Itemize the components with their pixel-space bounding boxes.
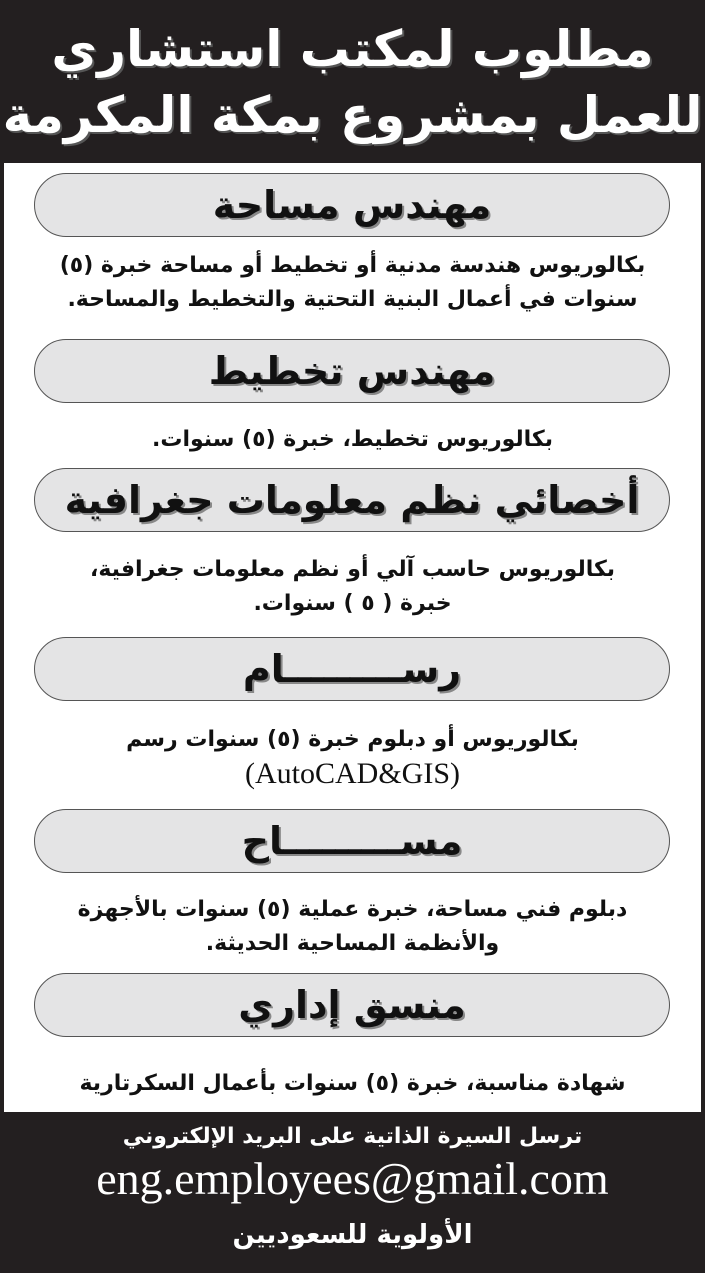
send-cv-instruction: ترسل السيرة الذاتية على البريد الإلكتروني xyxy=(122,1124,583,1149)
position-title-gis-specialist: أخصائي نظم معلومات جغرافية xyxy=(34,468,670,532)
position-desc-admin-coordinator: شهادة مناسبة، خبرة (٥) سنوات بأعمال السكرتارية xyxy=(79,1071,626,1096)
position-title-admin-coordinator: منسق إداري xyxy=(34,973,670,1037)
position-desc-surveying-engineer: بكالوريوس هندسة مدنية أو تخطيط أو مساحة خبرة (٥) سنوات في أعمال البنية التحتية والتخطيط والمساحة. xyxy=(59,253,646,312)
position-title-surveying-engineer: مهندس مساحة xyxy=(34,173,670,237)
position-title-draftsman: رســـــــــام xyxy=(34,637,670,701)
header-line-2: للعمل بمشروع بمكة المكرمة xyxy=(2,85,703,144)
contact-email[interactable]: eng.employees@gmail.com xyxy=(96,1153,609,1204)
position-desc-surveyor: دبلوم فني مساحة، خبرة عملية (٥) سنوات بالأجهزة والأنظمة المساحية الحديثة. xyxy=(77,897,628,956)
position-title-planning-engineer: مهندس تخطيط xyxy=(34,339,670,403)
position-desc-gis-specialist: بكالوريوس حاسب آلي أو نظم معلومات جغرافية، خبرة ( ٥ ) سنوات. xyxy=(89,557,616,616)
saudi-priority-note: الأولوية للسعوديين xyxy=(232,1220,473,1250)
header-line-1: مطلوب لمكتب استشاري xyxy=(51,19,654,78)
positions-panel xyxy=(4,163,701,1112)
position-desc-draftsman: بكالوريوس أو دبلوم خبرة (٥) سنوات رسم (AutoCAD&GIS) xyxy=(14,723,691,791)
ad-footer xyxy=(0,1112,705,1273)
software-list: (AutoCAD&GIS) xyxy=(245,757,460,790)
ad-header xyxy=(0,0,705,163)
position-desc-planning-engineer: بكالوريوس تخطيط، خبرة (٥) سنوات. xyxy=(151,427,553,452)
position-title-surveyor: مســـــــــاح xyxy=(34,809,670,873)
